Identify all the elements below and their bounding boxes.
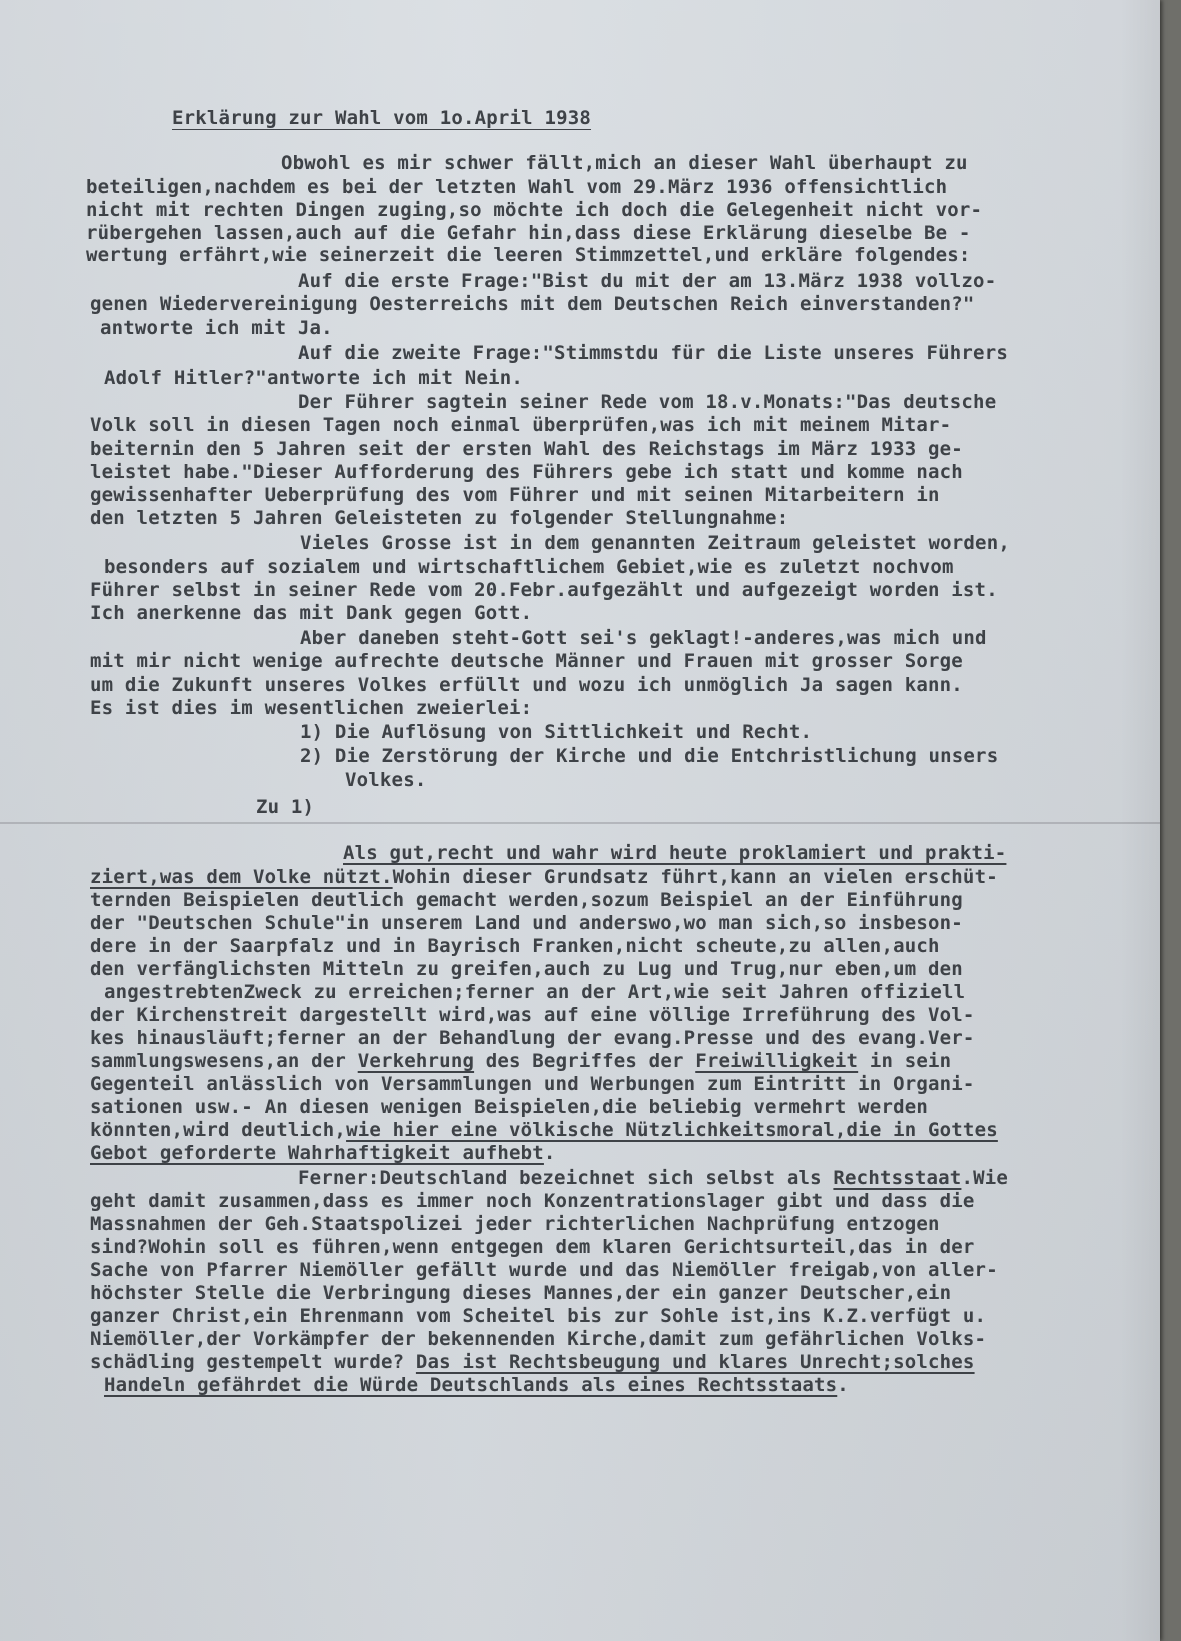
text-line: Volk soll in diesen Tagen noch einmal überprüfen,was ich mit meinem Mitar- — [90, 414, 952, 436]
text-line — [90, 1119, 998, 1141]
text-segment: des Begriffes der — [474, 1050, 696, 1072]
text-segment: sammlungswesens,an der — [90, 1050, 358, 1072]
text-line: ternden Beispielen deutlich gemacht werden,sozum Beispiel an der Einführung — [90, 889, 963, 911]
text-line: rübergehen lassen,auch auf die Gefahr hin,dass diese Erklärung dieselbe Be - — [86, 222, 971, 244]
text-line: um die Zukunft unseres Volkes erfüllt und wozu ich unmöglich Ja sagen kann. — [90, 674, 963, 696]
text-segment: könnten,wird deutlich, — [90, 1119, 347, 1141]
text-line — [343, 842, 1006, 864]
text-line — [90, 1142, 556, 1164]
underlined-text: Rechtsstaat — [833, 1167, 962, 1189]
text-line: nicht mit rechten Dingen zuging,so möchte ich doch die Gelegenheit nicht vor- — [86, 199, 983, 221]
text-line: leistet habe."Dieser Aufforderung des Führers gebe ich statt und komme nach — [90, 461, 963, 483]
text-line: Es ist dies im wesentlichen zweierlei: — [90, 697, 533, 719]
text-line: Adolf Hitler?"antworte ich mit Nein. — [104, 367, 524, 389]
underlined-text: Verkehrung — [357, 1050, 475, 1072]
fold-crease — [0, 822, 1160, 824]
text-line: höchster Stelle die Verbringung dieses Mannes,der ein ganzer Deutscher,ein — [90, 1282, 952, 1304]
text-line: gewissenhafter Ueberprüfung des vom Führer und mit seinen Mitarbeitern in — [90, 484, 940, 506]
list-item: 1) Die Auflösung von Sittlichkeit und Recht. — [300, 721, 813, 743]
text-segment: .Wie — [961, 1167, 1008, 1189]
text-line: Gegenteil anlässlich von Versammlungen und Werbungen zum Eintritt in Organi- — [90, 1073, 975, 1095]
text-line: kes hinausläuft;ferner an der Behandlung der evang.Presse und des evang.Ver- — [90, 1027, 975, 1049]
text-line: Massnahmen der Geh.Staatspolizei jeder richterlichen Nachprüfung entzogen — [90, 1213, 940, 1235]
text-line: Vieles Grosse ist in dem genannten Zeitraum geleistet worden, — [300, 532, 1010, 554]
text-line: Obwohl es mir schwer fällt,mich an dieser Wahl überhaupt zu — [281, 152, 968, 174]
text-line: sationen usw.- An diesen wenigen Beispielen,die beliebig vermehrt werden — [90, 1096, 929, 1118]
text-segment: Ferner:Deutschland bezeichnet sich selbst als — [298, 1167, 834, 1189]
text-line: der Kirchenstreit dargestellt wird,was auf eine völlige Irreführung des Vol- — [90, 1004, 975, 1026]
text-line: Auf die zweite Frage:"Stimmstdu für die Liste unseres Führers — [298, 342, 1008, 364]
text-line: sind?Wohin soll es führen,wenn entgegen dem klaren Gerichtsurteil,das in der — [90, 1236, 975, 1258]
text-line: wertung erfährt,wie seinerzeit die leeren Stimmzettel,und erkläre folgendes: — [86, 244, 971, 266]
text-line: mit mir nicht wenige aufrechte deutsche Männer und Frauen mit grosser Sorge — [90, 650, 963, 672]
text-line: beteiligen,nachdem es bei der letzten Wahl vom 29.März 1936 offensichtlich — [86, 176, 948, 198]
text-line: ganzer Christ,ein Ehrenmann vom Scheitel bis zur Sohle ist,ins K.Z.verfügt u. — [90, 1305, 987, 1327]
text-segment: . — [543, 1142, 556, 1164]
text-line: dere in der Saarpfalz und in Bayrisch Franken,nicht scheute,zu allen,auch — [90, 935, 940, 957]
text-line: den letzten 5 Jahren Geleisteten zu folgender Stellungnahme: — [90, 507, 789, 529]
text-line: genen Wiedervereinigung Oesterreichs mit dem Deutschen Reich einverstanden?" — [90, 293, 975, 315]
list-item: 2) Die Zerstörung der Kirche und die Entchristlichung unsers — [300, 745, 999, 767]
underlined-text: Das ist Rechtsbeugung und klares Unrecht;solches — [415, 1351, 975, 1373]
text-line: Ich anerkenne das mit Dank gegen Gott. — [90, 602, 533, 624]
list-item: Volkes. — [345, 769, 427, 791]
text-line: Aber daneben steht-Gott sei's geklagt!-anderes,was mich und — [300, 627, 987, 649]
text-line: beiternin den 5 Jahren seit der ersten Wahl des Reichstags im März 1933 ge- — [90, 438, 963, 460]
section-heading: Zu 1) — [256, 796, 315, 818]
document-title: Erklärung zur Wahl vom 1o.April 1938 — [172, 107, 592, 129]
underlined-text: Gebot geforderte Wahrhaftigkeit aufhebt — [90, 1142, 544, 1164]
text-line: antworte ich mit Ja. — [100, 317, 333, 339]
text-segment: schädling gestempelt wurde? — [90, 1351, 416, 1373]
text-line — [90, 1050, 951, 1072]
underlined-text: Handeln gefährdet die Würde Deutschlands als eines Rechtsstaats — [104, 1374, 838, 1396]
text-line: besonders auf sozialem und wirtschaftlichem Gebiet,wie es zuletzt nochvom — [104, 556, 954, 578]
underlined-text: wie hier eine völkische Nützlichkeitsmoral,die in Gottes — [346, 1119, 998, 1141]
text-line: Niemöller,der Vorkämpfer der bekennenden Kirche,damit zum gefährlichen Volks- — [90, 1328, 987, 1350]
text-line: Auf die erste Frage:"Bist du mit der am 13.März 1938 vollzo- — [298, 270, 997, 292]
underlined-text: Freiwilligkeit — [695, 1050, 859, 1072]
text-line: angestrebtenZweck zu erreichen;ferner an der Art,wie seit Jahren offiziell — [104, 981, 966, 1003]
underlined-text: Als gut,recht und wahr wird heute proklamiert und prakti- — [343, 842, 1007, 864]
page-edge-shade — [1120, 0, 1160, 1641]
text-line — [104, 1374, 849, 1396]
text-line: der "Deutschen Schule"in unserem Land und anderswo,wo man sich,so insbeson- — [90, 912, 963, 934]
text-line: Führer selbst in seiner Rede vom 20.Febr.aufgezählt und aufgezeigt worden ist. — [90, 579, 998, 601]
text-line — [298, 1167, 1008, 1189]
text-line — [90, 1351, 975, 1373]
text-line: Sache von Pfarrer Niemöller gefällt wurde und das Niemöller freigab,von aller- — [90, 1259, 998, 1281]
text-segment: Wohin dieser Grundsatz führt,kann an vielen erschüt- — [392, 866, 998, 888]
text-line: geht damit zusammen,dass es immer noch Konzentrationslager gibt und dass die — [90, 1190, 975, 1212]
text-line: Der Führer sagtein seiner Rede vom 18.v.Monats:"Das deutsche — [298, 391, 997, 413]
text-segment: . — [837, 1374, 849, 1396]
text-line — [90, 866, 998, 888]
text-segment: in sein — [858, 1050, 952, 1072]
text-line: den verfänglichsten Mitteln zu greifen,auch zu Lug und Trug,nur eben,um den — [90, 958, 963, 980]
underlined-text: ziert,was dem Volke nützt. — [90, 866, 393, 888]
